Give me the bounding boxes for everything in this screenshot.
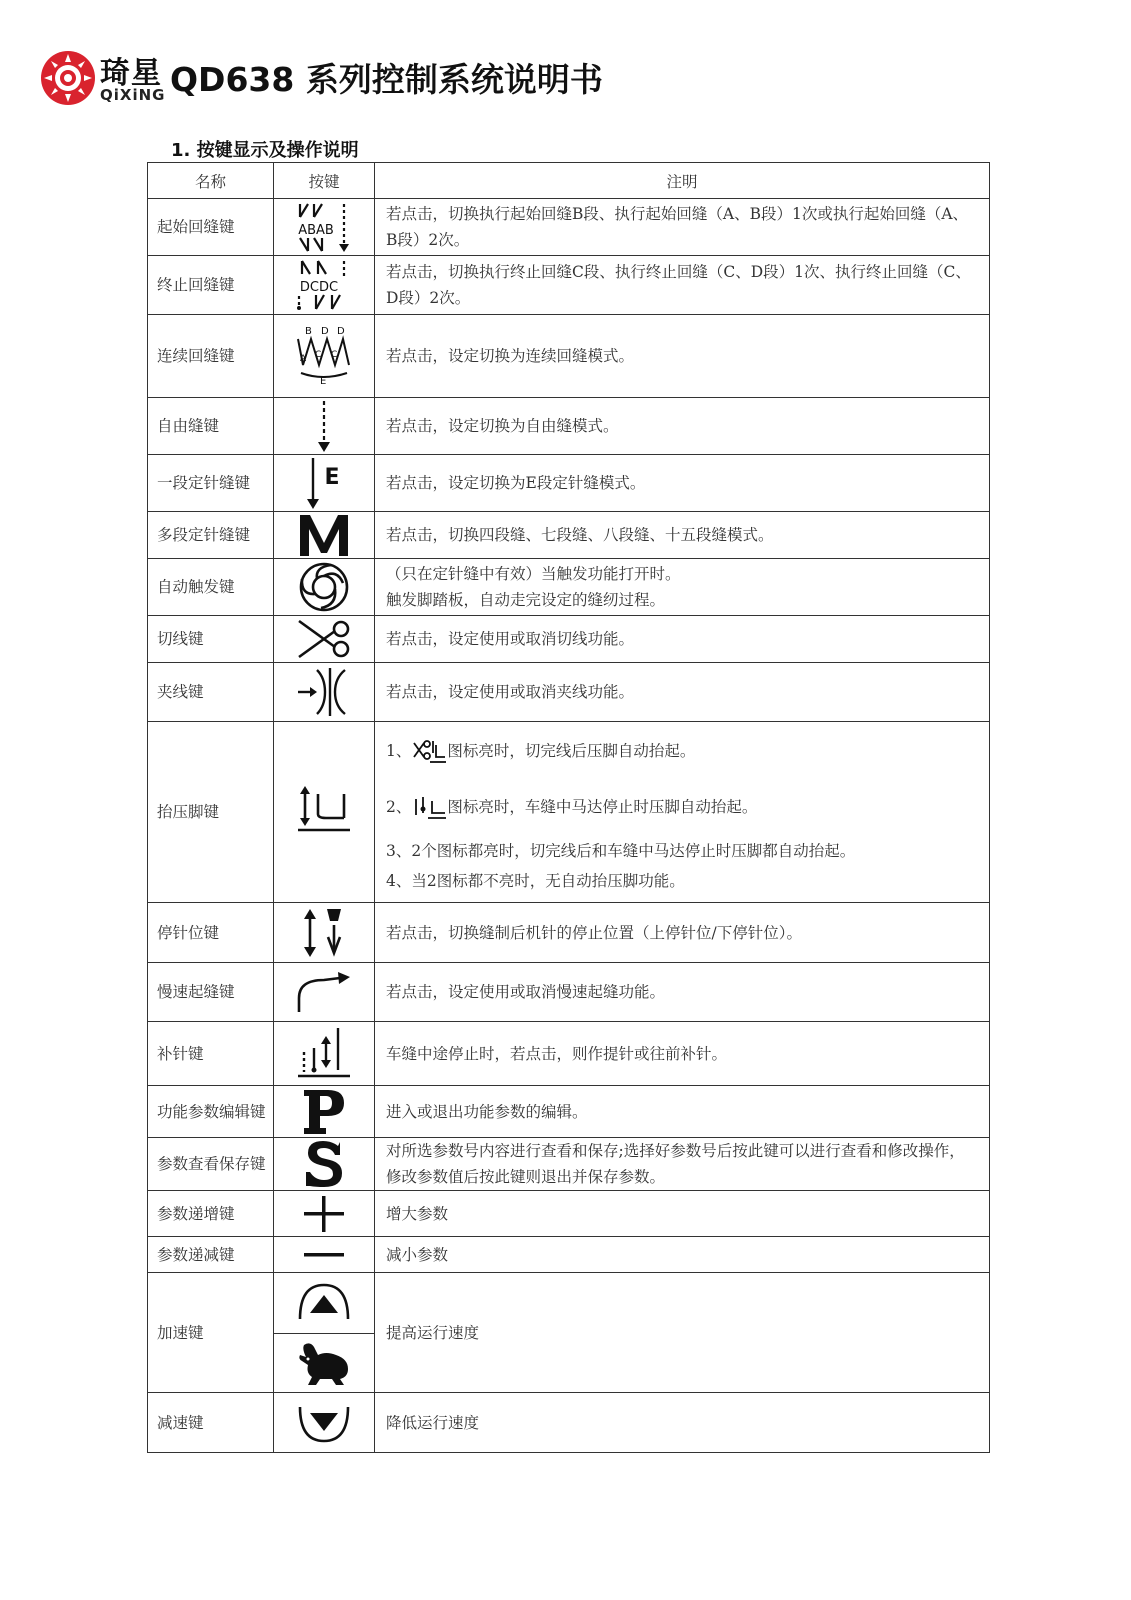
- svg-text:DCDC: DCDC: [299, 280, 339, 295]
- table-row: [148, 315, 990, 398]
- svg-text:B: B: [305, 326, 312, 337]
- table-row: [148, 1086, 990, 1138]
- brand-name-en: QiXiNG: [100, 86, 166, 104]
- speed-up-icon[interactable]: [296, 1281, 352, 1325]
- note-text: 若点击，切换执行终止回缝C段、执行终止回缝（C、D段）1次、执行终止回缝（C、D段）2次。: [386, 263, 971, 307]
- key-name: 慢速起缝键: [148, 963, 274, 1022]
- svg-text:C: C: [315, 350, 322, 360]
- needle-compensation-icon[interactable]: [296, 1026, 352, 1082]
- p-letter-icon[interactable]: [302, 1088, 346, 1136]
- note-text: 若点击，切换四段缝、七段缝、八段缝、十五段缝模式。: [386, 526, 774, 544]
- key-name: 切线键: [148, 616, 274, 663]
- svg-text:C: C: [331, 350, 338, 360]
- table-row: [148, 455, 990, 512]
- note-text: 减小参数: [386, 1245, 449, 1264]
- note-text: 3、2个图标都亮时，切完线后和车缝中马达停止时压脚都自动抬起。: [386, 842, 856, 860]
- table-row: [148, 1191, 990, 1237]
- note-text: 4、当2图标都不亮时，无自动抬压脚功能。: [386, 872, 685, 890]
- note-prefix: 1、: [386, 742, 412, 760]
- note-text: 增大参数: [386, 1204, 449, 1223]
- key-name: 减速键: [148, 1393, 274, 1453]
- stop-foot-lift-icon: [412, 795, 446, 821]
- table-row: [148, 512, 990, 559]
- plus-icon[interactable]: [302, 1194, 346, 1234]
- table-row: [148, 722, 990, 903]
- scissors-icon[interactable]: [295, 617, 353, 661]
- key-name: 参数递增键: [148, 1191, 274, 1237]
- key-name: 一段定针缝键: [148, 455, 274, 512]
- key-name: 抬压脚键: [148, 722, 274, 903]
- note-text: 触发脚踏板，自动走完设定的缝纫过程。: [386, 591, 666, 609]
- table-row: [148, 256, 990, 315]
- key-name: 加速键: [148, 1273, 274, 1393]
- table-row: [148, 1237, 990, 1273]
- note-line: [386, 784, 979, 830]
- key-name: 参数递减键: [148, 1237, 274, 1273]
- table-row: [148, 616, 990, 663]
- minus-icon[interactable]: [302, 1250, 346, 1260]
- note-text: 若点击，设定使用或取消切线功能。: [386, 630, 635, 648]
- note-text: （只在定针缝中有效）当触发功能打开时。: [386, 565, 681, 583]
- note-text: 若点击，切换缝制后机针的停止位置（上停针位/下停针位）。: [386, 923, 802, 942]
- header-name: 名称: [148, 163, 274, 199]
- slow-start-icon[interactable]: [296, 970, 352, 1014]
- note-text: 对所选参数号内容进行查看和保存;选择好参数号后按此键可以进行查看和修改操作，修改参数值后按此键则退出并保存参数。: [386, 1142, 965, 1186]
- table-row: [148, 1138, 990, 1191]
- table-row: [148, 199, 990, 256]
- page-header: [40, 44, 740, 114]
- key-name: 自动触发键: [148, 559, 274, 616]
- note-text: 若点击，设定使用或取消夹线功能。: [386, 683, 635, 701]
- key-name: 连续回缝键: [148, 315, 274, 398]
- header-note: 注明: [375, 163, 990, 199]
- note-text: 若点击，设定使用或取消慢速起缝功能。: [386, 983, 666, 1001]
- svg-text:E: E: [324, 465, 340, 490]
- note-text: 若点击，设定切换为自由缝模式。: [386, 417, 619, 435]
- key-name: 停针位键: [148, 903, 274, 963]
- svg-text:A: A: [300, 354, 307, 364]
- key-name: 补针键: [148, 1022, 274, 1086]
- table-row: [148, 1273, 990, 1393]
- qixing-logo-icon: [40, 50, 96, 106]
- key-name: 多段定针缝键: [148, 512, 274, 559]
- svg-text:E: E: [320, 376, 327, 387]
- free-sewing-icon[interactable]: [309, 399, 339, 453]
- svg-text:D: D: [337, 326, 345, 337]
- trim-foot-lift-icon: [412, 739, 446, 765]
- note-text: 降低运行速度: [386, 1413, 480, 1432]
- continuous-backtack-icon[interactable]: [293, 323, 355, 389]
- key-name: 终止回缝键: [148, 256, 274, 315]
- rabbit-icon[interactable]: [296, 1339, 352, 1387]
- presser-foot-icon[interactable]: [296, 784, 352, 840]
- table-row: [148, 1022, 990, 1086]
- section-title: 1. 按键显示及操作说明: [171, 140, 359, 161]
- brand-name-cn: 琦星: [100, 56, 162, 91]
- table-row: [148, 398, 990, 455]
- key-name: 参数查看保存键: [148, 1138, 274, 1191]
- note-text: 图标亮时，切完线后压脚自动抬起。: [447, 742, 696, 760]
- table-row: [148, 1393, 990, 1453]
- note-text: 图标亮时，车缝中马达停止时压脚自动抬起。: [447, 798, 758, 816]
- note-line: [386, 728, 979, 774]
- note-text: 若点击，切换执行起始回缝B段、执行起始回缝（A、B段）1次或执行起始回缝（A、B段）2次。: [386, 205, 969, 249]
- svg-text:ABAB: ABAB: [298, 223, 334, 238]
- start-backtack-icon[interactable]: [294, 201, 354, 253]
- key-name: 功能参数编辑键: [148, 1086, 274, 1138]
- note-text: 车缝中途停止时，若点击，则作提针或往前补针。: [386, 1044, 728, 1063]
- document-title: QD638 系列控制系统说明书: [170, 60, 603, 99]
- needle-position-icon[interactable]: [298, 907, 350, 959]
- end-backtack-icon[interactable]: [294, 258, 354, 312]
- speed-down-icon[interactable]: [296, 1401, 352, 1445]
- header-icon: 按键: [274, 163, 375, 199]
- note-text: 提高运行速度: [386, 1323, 480, 1342]
- note-text: 若点击，设定切换为E段定针缝模式。: [386, 474, 646, 492]
- key-description-table: [147, 162, 990, 1453]
- thread-clamp-icon[interactable]: [295, 666, 353, 718]
- table-row: [148, 903, 990, 963]
- note-text: 若点击，设定切换为连续回缝模式。: [386, 347, 635, 365]
- svg-text:D: D: [321, 326, 329, 337]
- key-name: 自由缝键: [148, 398, 274, 455]
- s-letter-icon[interactable]: [304, 1140, 344, 1188]
- key-name: 夹线键: [148, 663, 274, 722]
- note-text: 进入或退出功能参数的编辑。: [386, 1102, 588, 1121]
- table-header-row: [148, 163, 990, 199]
- multi-stitch-m-icon[interactable]: [296, 513, 352, 557]
- table-row: [148, 663, 990, 722]
- key-name: 起始回缝键: [148, 199, 274, 256]
- single-stitch-icon[interactable]: [299, 456, 349, 510]
- note-prefix: 2、: [386, 798, 412, 816]
- auto-trigger-icon[interactable]: [297, 561, 351, 613]
- table-row: [148, 559, 990, 616]
- table-row: [148, 963, 990, 1022]
